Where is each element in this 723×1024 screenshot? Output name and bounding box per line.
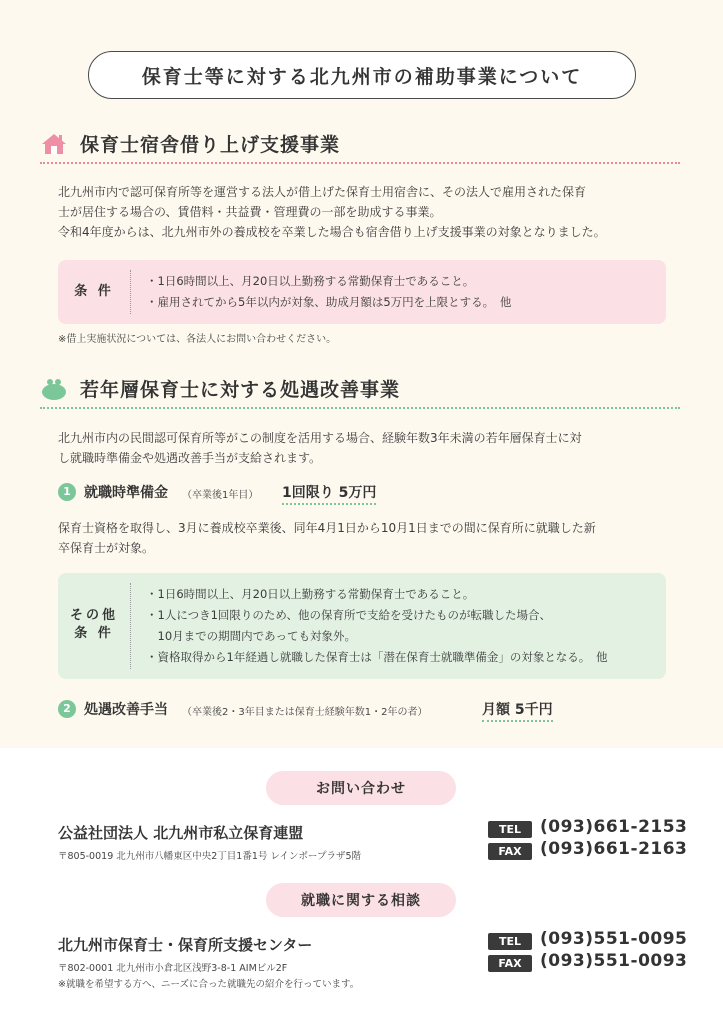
- contact1-address: 〒805-0019 北九州市八幡東区中央2丁目1番1号 レインボープラザ5階: [58, 851, 362, 862]
- fax-label: FAX: [488, 955, 532, 972]
- contact2-note: ※就職を希望する方へ、ニーズに合った就職先の紹介を行っています。: [58, 979, 360, 990]
- item-number-2: 2: [58, 700, 76, 718]
- divider: [130, 270, 131, 314]
- tel-label: TEL: [488, 933, 532, 950]
- conditions-list: [146, 584, 608, 668]
- purse-icon: [40, 377, 68, 401]
- item1-amount: 1回限り 5万円: [282, 482, 376, 505]
- description-line: 北九州市内で認可保育所等を運営する法人が借上げた保育士用宿舎に、その法人で雇用された保育: [58, 185, 587, 199]
- contact-employment-label: 就職に関する相談: [266, 883, 456, 917]
- housing-conditions-box: [58, 260, 666, 324]
- conditions-label: [58, 607, 130, 643]
- conditions-list: [146, 271, 511, 313]
- item2-amount: 月額 5千円: [482, 699, 553, 722]
- section-housing-title: 保育士宿舎借り上げ支援事業: [80, 134, 341, 156]
- description-line: 北九州市内の民間認可保育所等がこの制度を活用する場合、経験年数3年未満の若年層保育士に対: [58, 431, 582, 445]
- description-line: 令和4年度からは、北九州市外の養成校を卒業した場合も宿舎借り上げ支援事業の対象となりました。: [58, 225, 606, 239]
- housing-note: ※借上実施状況については、各法人にお問い合わせください。: [58, 334, 337, 345]
- item2-subtitle: （卒業後2・3年目または保育士経験年数1・2年の者）: [182, 707, 428, 718]
- condition-item: 10月までの期間内であっても対象外。: [146, 629, 357, 643]
- section-housing-description: [58, 182, 678, 242]
- condition-item: ・雇用されてから5年以内が対象、助成月額は5万円を上限とする。 他: [146, 295, 512, 309]
- condition-item: ・1人につき1回限りのため、他の保育所で支給を受けたものが転職した場合、: [146, 608, 551, 622]
- section-housing-header: [40, 130, 680, 164]
- section-young-staff-description: [58, 428, 678, 468]
- condition-item: ・1日6時間以上、月20日以上勤務する常勤保育士であること。: [146, 274, 475, 288]
- item1-description: [58, 518, 678, 558]
- tel-label: TEL: [488, 821, 532, 838]
- contact2-tel-number[interactable]: (093)551-0095: [540, 929, 688, 949]
- item1-conditions-box: [58, 573, 666, 679]
- divider: [130, 583, 131, 669]
- conditions-label-line: その他: [69, 608, 118, 623]
- fax-label: FAX: [488, 843, 532, 860]
- contact-inquiry-label: お問い合わせ: [266, 771, 456, 805]
- condition-item: ・資格取得から1年経過し就職した保育士は「潜在保育士就職準備金」の対象となる。 他: [146, 650, 608, 664]
- description-line: し就職時準備金や処遇改善手当が支給されます。: [58, 451, 322, 465]
- conditions-label: 条 件: [74, 284, 114, 299]
- item1-subtitle: （卒業後1年目）: [182, 490, 259, 501]
- contact1-fax-number: (093)661-2163: [540, 839, 688, 859]
- description-line: 保育士資格を取得し、3月に養成校卒業後、同年4月1日から10月1日までの間に保育所に就職した新: [58, 521, 596, 535]
- description-line: 士が居住する場合の、賃借料・共益費・管理費の一部を助成する事業。: [58, 205, 442, 219]
- section-young-staff-title: 若年層保育士に対する処遇改善事業: [80, 379, 401, 401]
- section-young-staff-header: [40, 375, 680, 409]
- conditions-label-line: 条 件: [74, 626, 114, 641]
- house-icon: [40, 132, 68, 156]
- contact2-address: 〒802-0001 北九州市小倉北区浅野3-8-1 AIMビル2F: [58, 963, 288, 974]
- item2-title: 処遇改善手当: [84, 702, 168, 718]
- contact2-organization: 北九州市保育士・保育所支援センター: [58, 936, 313, 954]
- description-line: 卒保育士が対象。: [58, 541, 155, 555]
- contact2-fax-number: (093)551-0093: [540, 951, 688, 971]
- contact1-organization: 公益社団法人 北九州市私立保育連盟: [58, 824, 304, 842]
- condition-item: ・1日6時間以上、月20日以上勤務する常勤保育士であること。: [146, 587, 475, 601]
- item-number-1: 1: [58, 483, 76, 501]
- contact1-tel-number[interactable]: (093)661-2153: [540, 817, 688, 837]
- item1-title: 就職時準備金: [84, 485, 168, 501]
- page-title: 保育士等に対する北九州市の補助事業について: [88, 51, 636, 99]
